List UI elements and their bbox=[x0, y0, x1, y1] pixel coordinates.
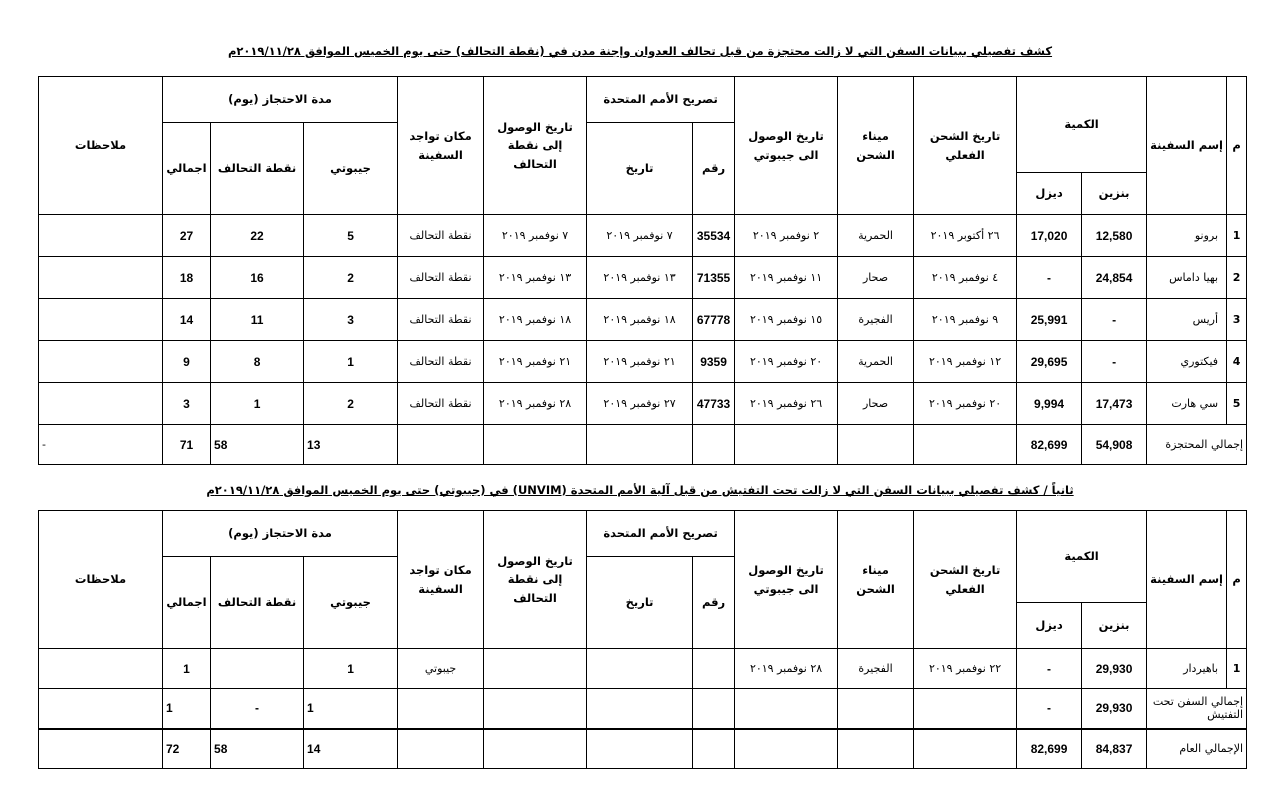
header-coalition-point: نقطة التحالف bbox=[211, 123, 304, 215]
header-m: م bbox=[1227, 77, 1247, 215]
arrival-coalition: ١٨ نوفمبر ٢٠١٩ bbox=[484, 299, 587, 341]
notes bbox=[39, 299, 163, 341]
header-m: م bbox=[1227, 511, 1247, 649]
permit-no: 35534 bbox=[693, 215, 735, 257]
petrol-qty: - bbox=[1082, 299, 1147, 341]
days-djibouti: 1 bbox=[304, 649, 398, 689]
diesel-qty: 29,695 bbox=[1017, 341, 1082, 383]
days-total: 3 bbox=[163, 383, 211, 425]
location: نقطة التحالف bbox=[398, 299, 484, 341]
arrival-coalition: ٢١ نوفمبر ٢٠١٩ bbox=[484, 341, 587, 383]
petrol-qty: 24,854 bbox=[1082, 257, 1147, 299]
header-ship-name: إسم السفينة bbox=[1147, 77, 1227, 215]
diesel-qty: 25,991 bbox=[1017, 299, 1082, 341]
header-permit-date: تاريخ bbox=[587, 123, 693, 215]
header-total: اجمالي bbox=[163, 557, 211, 649]
table1-title: كشف تفصيلي ببيانات السفن التي لا زالت محتجزة من قبل تحالف العدوان وإجنة مدن في (نقطة التحالف) حتى يوم الخميس الموافق ٢٠١٩/١١/٢٨م bbox=[227, 44, 1053, 58]
ship-name: برونو bbox=[1147, 215, 1227, 257]
header-detention: مدة الاحتجاز (يوم) bbox=[163, 77, 398, 123]
petrol-qty: 17,473 bbox=[1082, 383, 1147, 425]
days-total: 1 bbox=[163, 649, 211, 689]
arrival-djibouti: ٢٨ نوفمبر ٢٠١٩ bbox=[735, 649, 838, 689]
inspection-total-days-coalition: - bbox=[211, 689, 304, 729]
arrival-djibouti: ٢ نوفمبر ٢٠١٩ bbox=[735, 215, 838, 257]
permit-no: 67778 bbox=[693, 299, 735, 341]
petrol-qty: 12,580 bbox=[1082, 215, 1147, 257]
row-index: 4 bbox=[1227, 341, 1247, 383]
table-row bbox=[39, 383, 1247, 425]
total-days: 71 bbox=[163, 425, 211, 465]
notes bbox=[39, 215, 163, 257]
days-coalition: 16 bbox=[211, 257, 304, 299]
notes bbox=[39, 257, 163, 299]
row-index: 2 bbox=[1227, 257, 1247, 299]
permit-date: ٧ نوفمبر ٢٠١٩ bbox=[587, 215, 693, 257]
location: جيبوتي bbox=[398, 649, 484, 689]
days-djibouti: 2 bbox=[304, 257, 398, 299]
ship-name: سي هارت bbox=[1147, 383, 1227, 425]
row-index: 1 bbox=[1227, 649, 1247, 689]
days-djibouti: 3 bbox=[304, 299, 398, 341]
inspection-total-days-djibouti: 1 bbox=[304, 689, 398, 729]
header-quantity: الكمية bbox=[1017, 511, 1147, 603]
notes bbox=[39, 383, 163, 425]
grand-total-days: 72 bbox=[163, 729, 211, 769]
petrol-qty: - bbox=[1082, 341, 1147, 383]
permit-no: 9359 bbox=[693, 341, 735, 383]
location: نقطة التحالف bbox=[398, 257, 484, 299]
petrol-qty: 29,930 bbox=[1082, 649, 1147, 689]
header-location: مكان تواجد السفينة bbox=[398, 77, 484, 215]
port: صحار bbox=[838, 383, 914, 425]
ship-date: ٤ نوفمبر ٢٠١٩ bbox=[914, 257, 1017, 299]
row-index: 3 bbox=[1227, 299, 1247, 341]
diesel-qty: - bbox=[1017, 649, 1082, 689]
table-row bbox=[39, 215, 1247, 257]
grand-total-diesel: 82,699 bbox=[1017, 729, 1082, 769]
header-location: مكان تواجد السفينة bbox=[398, 511, 484, 649]
location: نقطة التحالف bbox=[398, 215, 484, 257]
header-arrival-coalition: تاريخ الوصول إلى نقطة التحالف bbox=[484, 77, 587, 215]
grand-total-label: الإجمالي العام bbox=[1147, 729, 1247, 769]
days-coalition: 22 bbox=[211, 215, 304, 257]
inspection-total-label: إجمالي السفن تحت التفتيش bbox=[1147, 689, 1247, 729]
permit-no: 71355 bbox=[693, 257, 735, 299]
permit-no bbox=[693, 649, 735, 689]
header-ship-date: تاريخ الشحن الفعلي bbox=[914, 511, 1017, 649]
header-coalition-point: نقطة التحالف bbox=[211, 557, 304, 649]
table-row bbox=[39, 649, 1247, 689]
permit-date bbox=[587, 649, 693, 689]
header-ship-name: إسم السفينة bbox=[1147, 511, 1227, 649]
inspection-ships-table bbox=[38, 510, 1247, 769]
header-port: ميناء الشحن bbox=[838, 77, 914, 215]
arrival-coalition bbox=[484, 649, 587, 689]
header-diesel: ديزل bbox=[1017, 173, 1082, 215]
total-label: إجمالي المحتجزة bbox=[1147, 425, 1247, 465]
grand-total-petrol: 84,837 bbox=[1082, 729, 1147, 769]
port: الحمرية bbox=[838, 215, 914, 257]
header-notes: ملاحظات bbox=[39, 77, 163, 215]
header-petrol: بنزين bbox=[1082, 173, 1147, 215]
days-djibouti: 2 bbox=[304, 383, 398, 425]
permit-date: ٢٧ نوفمبر ٢٠١٩ bbox=[587, 383, 693, 425]
arrival-coalition: ٧ نوفمبر ٢٠١٩ bbox=[484, 215, 587, 257]
total-row bbox=[39, 425, 1247, 465]
header-quantity: الكمية bbox=[1017, 77, 1147, 173]
total-notes: - bbox=[39, 425, 163, 465]
days-total: 14 bbox=[163, 299, 211, 341]
diesel-qty: 9,994 bbox=[1017, 383, 1082, 425]
total-days-djibouti: 13 bbox=[304, 425, 398, 465]
inspection-total-days: 1 bbox=[163, 689, 211, 729]
table-row bbox=[39, 299, 1247, 341]
notes bbox=[39, 649, 163, 689]
inspection-total-petrol: 29,930 bbox=[1082, 689, 1147, 729]
header-petrol: بنزين bbox=[1082, 603, 1147, 649]
arrival-djibouti: ٢٦ نوفمبر ٢٠١٩ bbox=[735, 383, 838, 425]
arrival-djibouti: ٢٠ نوفمبر ٢٠١٩ bbox=[735, 341, 838, 383]
port: الفجيرة bbox=[838, 649, 914, 689]
table-row bbox=[39, 257, 1247, 299]
port: صحار bbox=[838, 257, 914, 299]
header-djibouti: جيبوتي bbox=[304, 557, 398, 649]
diesel-qty: - bbox=[1017, 257, 1082, 299]
permit-date: ١٨ نوفمبر ٢٠١٩ bbox=[587, 299, 693, 341]
header-arrival-djibouti: تاريخ الوصول الى جيبوتي bbox=[735, 511, 838, 649]
permit-date: ٢١ نوفمبر ٢٠١٩ bbox=[587, 341, 693, 383]
ship-name: فيكتوري bbox=[1147, 341, 1227, 383]
arrival-djibouti: ١١ نوفمبر ٢٠١٩ bbox=[735, 257, 838, 299]
header-permit-no: رقم bbox=[693, 123, 735, 215]
header-djibouti: جيبوتي bbox=[304, 123, 398, 215]
grand-total-days-djibouti: 14 bbox=[304, 729, 398, 769]
ship-date: ٢٢ نوفمبر ٢٠١٩ bbox=[914, 649, 1017, 689]
header-un-permit: تصريح الأمم المتحدة bbox=[587, 511, 735, 557]
ship-name: أريس bbox=[1147, 299, 1227, 341]
location: نقطة التحالف bbox=[398, 383, 484, 425]
header-notes: ملاحظات bbox=[39, 511, 163, 649]
total-diesel: 82,699 bbox=[1017, 425, 1082, 465]
total-days-coalition: 58 bbox=[211, 425, 304, 465]
header-diesel: ديزل bbox=[1017, 603, 1082, 649]
days-coalition bbox=[211, 649, 304, 689]
arrival-coalition: ١٣ نوفمبر ٢٠١٩ bbox=[484, 257, 587, 299]
days-djibouti: 5 bbox=[304, 215, 398, 257]
row-index: 1 bbox=[1227, 215, 1247, 257]
header-arrival-coalition: تاريخ الوصول إلى نقطة التحالف bbox=[484, 511, 587, 649]
days-total: 27 bbox=[163, 215, 211, 257]
permit-date: ١٣ نوفمبر ٢٠١٩ bbox=[587, 257, 693, 299]
total-petrol: 54,908 bbox=[1082, 425, 1147, 465]
arrival-coalition: ٢٨ نوفمبر ٢٠١٩ bbox=[484, 383, 587, 425]
inspection-total-diesel: - bbox=[1017, 689, 1082, 729]
header-ship-date: تاريخ الشحن الفعلي bbox=[914, 77, 1017, 215]
permit-no: 47733 bbox=[693, 383, 735, 425]
ship-name: بهيا داماس bbox=[1147, 257, 1227, 299]
row-index: 5 bbox=[1227, 383, 1247, 425]
ship-name: باهيردار bbox=[1147, 649, 1227, 689]
header-total: اجمالي bbox=[163, 123, 211, 215]
port: الفجيرة bbox=[838, 299, 914, 341]
ship-date: ٢٠ نوفمبر ٢٠١٩ bbox=[914, 383, 1017, 425]
grand-total-row bbox=[39, 729, 1247, 769]
ship-date: ٩ نوفمبر ٢٠١٩ bbox=[914, 299, 1017, 341]
header-port: ميناء الشحن bbox=[838, 511, 914, 649]
header-detention: مدة الاحتجاز (يوم) bbox=[163, 511, 398, 557]
port: الحمرية bbox=[838, 341, 914, 383]
table-row bbox=[39, 341, 1247, 383]
table2-title: ثانياً / كشف تفصيلي ببيانات السفن التي لا زالت تحت التفتيش من قبل آلية الأمم المتحدة (UNVIM) في (جيبوتي) حتى يوم الخميس الموافق ٢٠١٩/١١/٢٨م bbox=[206, 483, 1074, 497]
detained-ships-table bbox=[38, 76, 1247, 465]
header-permit-date: تاريخ bbox=[587, 557, 693, 649]
arrival-djibouti: ١٥ نوفمبر ٢٠١٩ bbox=[735, 299, 838, 341]
inspection-total-row bbox=[39, 689, 1247, 729]
header-arrival-djibouti: تاريخ الوصول الى جيبوتي bbox=[735, 77, 838, 215]
header-un-permit: تصريح الأمم المتحدة bbox=[587, 77, 735, 123]
ship-date: ٢٦ أكتوبر ٢٠١٩ bbox=[914, 215, 1017, 257]
days-total: 18 bbox=[163, 257, 211, 299]
days-total: 9 bbox=[163, 341, 211, 383]
location: نقطة التحالف bbox=[398, 341, 484, 383]
header-permit-no: رقم bbox=[693, 557, 735, 649]
notes bbox=[39, 341, 163, 383]
days-coalition: 1 bbox=[211, 383, 304, 425]
ship-date: ١٢ نوفمبر ٢٠١٩ bbox=[914, 341, 1017, 383]
days-coalition: 11 bbox=[211, 299, 304, 341]
diesel-qty: 17,020 bbox=[1017, 215, 1082, 257]
days-coalition: 8 bbox=[211, 341, 304, 383]
grand-total-days-coalition: 58 bbox=[211, 729, 304, 769]
days-djibouti: 1 bbox=[304, 341, 398, 383]
